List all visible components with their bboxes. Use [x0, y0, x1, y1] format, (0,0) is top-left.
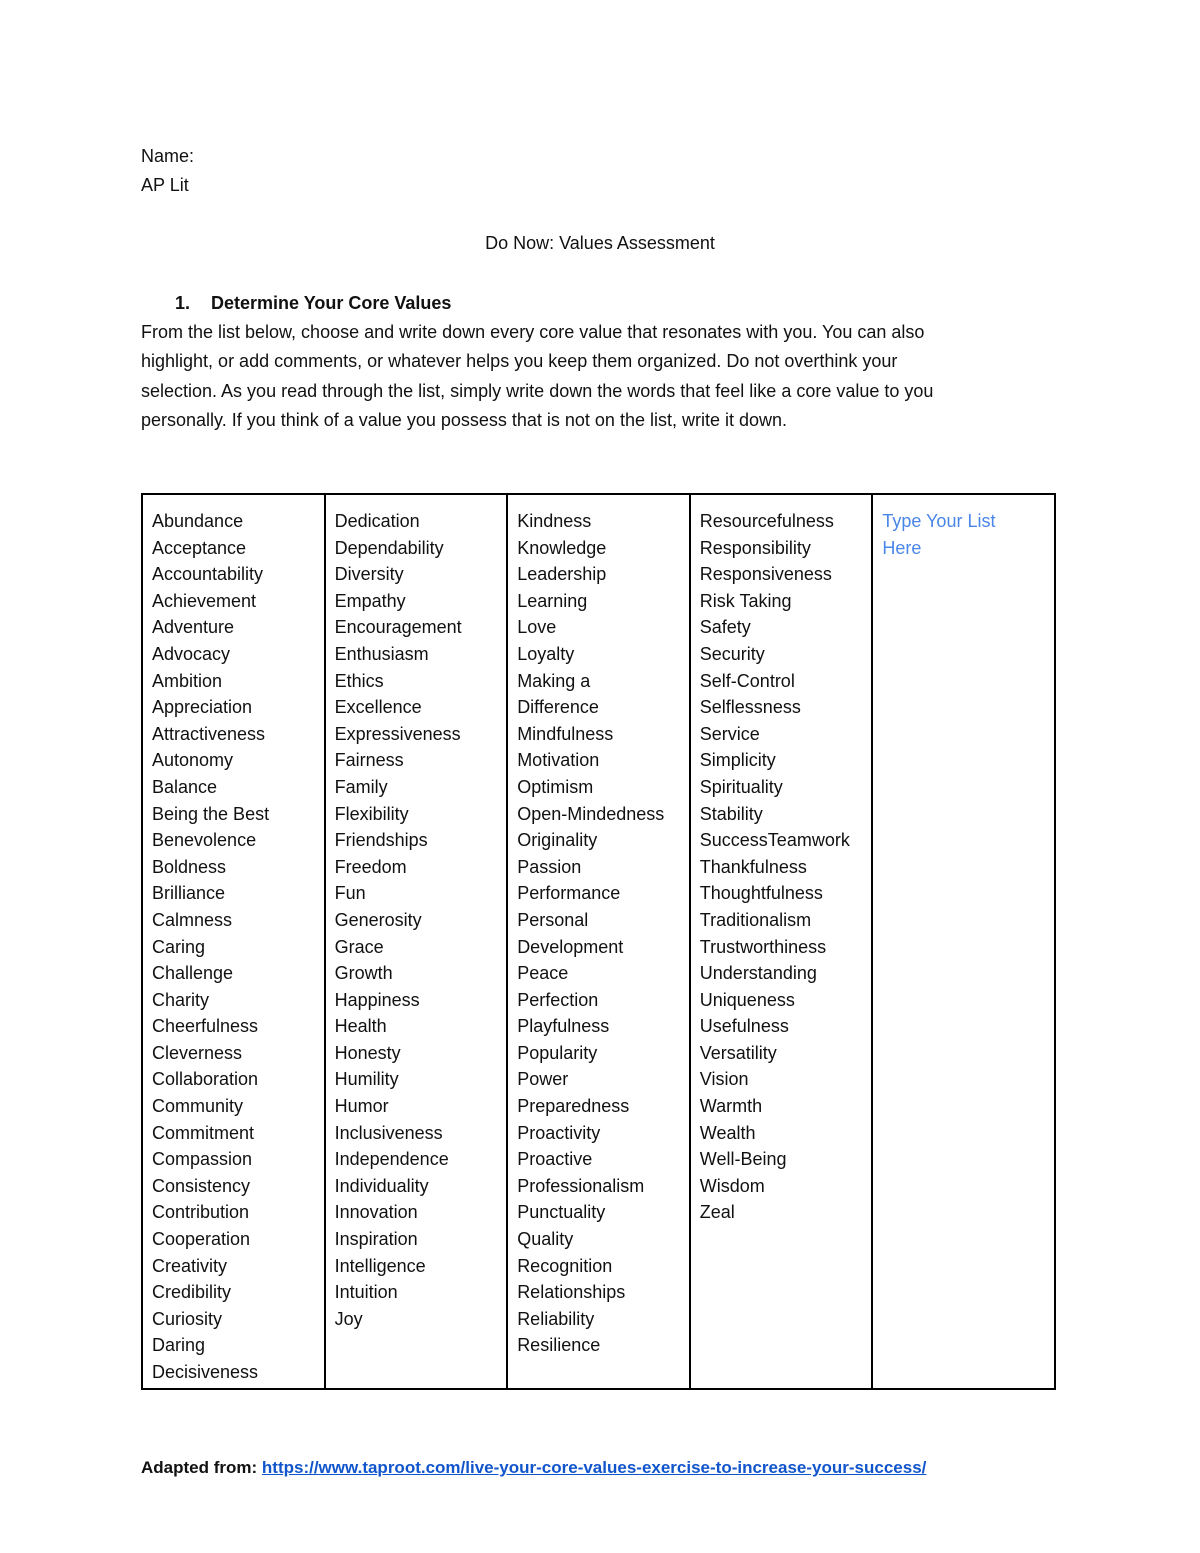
document-title: Do Now: Values Assessment — [485, 233, 715, 253]
value-item: Responsiveness — [699, 564, 832, 585]
value-item: Dependability — [334, 537, 444, 558]
value-item: Reliability — [517, 1308, 595, 1329]
value-item: Humor — [334, 1096, 389, 1117]
value-item: Happiness — [334, 989, 420, 1010]
value-item: Caring — [152, 936, 206, 957]
instruction-line: highlight, or add comments, or whatever helps you keep them organized. Do not overthink your — [141, 351, 898, 372]
value-item: Service — [699, 723, 760, 744]
value-item: Autonomy — [152, 750, 234, 771]
value-item: Inspiration — [334, 1229, 418, 1250]
values-column-1 — [142, 494, 325, 1389]
value-item: Punctuality — [517, 1202, 606, 1223]
values-column-2 — [325, 494, 508, 1389]
value-item: Warmth — [699, 1096, 763, 1117]
value-item: Decisiveness — [152, 1362, 259, 1382]
section-heading: Determine Your Core Values — [211, 293, 452, 313]
value-item: Dedication — [334, 511, 420, 531]
value-item: Intuition — [334, 1282, 398, 1303]
value-item: Safety — [699, 617, 751, 638]
value-item: Simplicity — [699, 750, 776, 771]
value-item: Loyalty — [517, 643, 575, 664]
value-item: Curiosity — [152, 1308, 223, 1329]
value-item: Spirituality — [699, 776, 783, 797]
value-item: Encouragement — [334, 617, 462, 638]
value-item: Popularity — [517, 1042, 598, 1063]
value-item: Ethics — [334, 670, 384, 691]
value-item: Cheerfulness — [152, 1016, 259, 1037]
value-item: Difference — [517, 697, 599, 718]
value-item: Understanding — [699, 963, 817, 984]
values-column-4 — [690, 494, 873, 1389]
value-item: Family — [334, 776, 388, 797]
value-item: Innovation — [334, 1202, 418, 1223]
value-item: Intelligence — [334, 1255, 426, 1276]
value-item: Compassion — [152, 1149, 253, 1170]
value-item: Love — [517, 617, 557, 638]
value-item: Appreciation — [152, 697, 253, 718]
value-item: Professionalism — [517, 1175, 645, 1196]
value-item: Development — [517, 936, 624, 957]
value-item: Motivation — [517, 750, 600, 771]
value-item: Collaboration — [152, 1069, 259, 1090]
value-item: Relationships — [517, 1282, 626, 1303]
value-item: Flexibility — [334, 803, 409, 824]
value-item: Resilience — [517, 1335, 601, 1356]
value-item: Responsibility — [699, 537, 811, 558]
value-item: Knowledge — [517, 537, 607, 558]
source-link[interactable]: https://www.taproot.com/live-your-core-values-exercise-to-increase-your-success/ — [261, 1458, 927, 1477]
value-item: Well-Being — [699, 1149, 787, 1170]
value-item: Accountability — [152, 564, 264, 585]
instruction-line: selection. As you read through the list, simply write down the words that feel like a core value to you — [141, 380, 934, 401]
value-item: Calmness — [152, 909, 233, 930]
value-item: Expressiveness — [334, 723, 461, 744]
value-item: Abundance — [152, 511, 244, 531]
value-item: Learning — [517, 590, 588, 611]
value-item: Daring — [152, 1335, 206, 1356]
value-item: Attractiveness — [152, 723, 266, 744]
name-label: Name: — [141, 146, 195, 166]
value-item: Enthusiasm — [334, 643, 429, 664]
value-item: Credibility — [152, 1282, 232, 1303]
instruction-line: personally. If you think of a value you possess that is not on the list, write it down. — [141, 409, 788, 430]
value-item: Traditionalism — [699, 909, 812, 930]
value-item: Vision — [699, 1069, 749, 1090]
value-item: Personal — [517, 909, 589, 930]
value-item: Wealth — [699, 1122, 756, 1143]
value-item: Playfulness — [517, 1016, 610, 1037]
section-number: 1. — [175, 293, 191, 313]
value-item: Excellence — [334, 697, 422, 718]
value-item: Honesty — [334, 1042, 401, 1063]
value-item: Security — [699, 643, 765, 664]
value-item: Wisdom — [699, 1175, 765, 1196]
value-item: Ambition — [152, 670, 223, 691]
value-item: Thankfulness — [699, 856, 807, 877]
values-table — [141, 493, 1056, 1390]
value-item: Brilliance — [152, 883, 226, 904]
value-item: Self-Control — [699, 670, 795, 691]
value-item: Proactive — [517, 1149, 593, 1170]
value-item: Recognition — [517, 1255, 613, 1276]
value-item: Achievement — [152, 590, 257, 611]
value-item: SuccessTeamwork — [699, 830, 850, 851]
value-item: Community — [152, 1096, 244, 1117]
value-item: Commitment — [152, 1122, 255, 1143]
value-item: Quality — [517, 1229, 574, 1250]
value-item: Resourcefulness — [699, 511, 834, 531]
value-item: Joy — [334, 1308, 363, 1329]
value-item: Friendships — [334, 830, 428, 851]
value-item: Passion — [517, 856, 582, 877]
citation-label: Adapted from: — [141, 1458, 258, 1477]
value-item: Originality — [517, 830, 598, 851]
value-item: Consistency — [152, 1175, 251, 1196]
value-item: Making a — [517, 670, 591, 691]
value-item: Power — [517, 1069, 569, 1090]
value-item: Fairness — [334, 750, 404, 771]
value-item: Grace — [334, 936, 384, 957]
value-item: Individuality — [334, 1175, 429, 1196]
value-item: Versatility — [699, 1042, 777, 1063]
value-item: Freedom — [334, 856, 407, 877]
value-item: Cooperation — [152, 1229, 251, 1250]
value-item: Adventure — [152, 617, 235, 638]
footer-citation — [141, 1455, 926, 1481]
value-item: Empathy — [334, 590, 406, 611]
value-item: Growth — [334, 963, 393, 984]
value-item: Generosity — [334, 909, 422, 930]
value-item: Usefulness — [699, 1016, 789, 1037]
value-item: Optimism — [517, 776, 594, 797]
value-item: Leadership — [517, 564, 607, 585]
instruction-line: From the list below, choose and write down every core value that resonates with you. You can also — [141, 322, 925, 342]
value-item: Benevolence — [152, 830, 257, 851]
value-item: Humility — [334, 1069, 399, 1090]
value-item: Inclusiveness — [334, 1122, 443, 1143]
value-item: Cleverness — [152, 1042, 243, 1063]
value-item: Challenge — [152, 963, 234, 984]
value-item: Stability — [699, 803, 763, 824]
course-label: AP Lit — [141, 175, 189, 195]
value-item: Acceptance — [152, 537, 247, 558]
value-item: Balance — [152, 776, 218, 797]
user-list-cell[interactable] — [872, 494, 1055, 1389]
user-list-placeholder-line: Here — [882, 537, 922, 558]
value-item: Zeal — [699, 1202, 735, 1223]
user-list-placeholder-line: Type Your List — [882, 511, 996, 531]
value-item: Creativity — [152, 1255, 228, 1276]
value-item: Uniqueness — [699, 989, 795, 1010]
value-item: Peace — [517, 963, 569, 984]
value-item: Boldness — [152, 856, 227, 877]
value-item: Preparedness — [517, 1096, 630, 1117]
value-item: Open-Mindedness — [517, 803, 665, 824]
value-item: Risk Taking — [699, 590, 792, 611]
value-item: Charity — [152, 989, 210, 1010]
value-item: Thoughtfulness — [699, 883, 823, 904]
value-item: Independence — [334, 1149, 449, 1170]
value-item: Being the Best — [152, 803, 270, 824]
value-item: Kindness — [517, 511, 592, 531]
value-item: Contribution — [152, 1202, 250, 1223]
value-item: Mindfulness — [517, 723, 614, 744]
instructions-paragraph — [141, 318, 1041, 435]
value-item: Performance — [517, 883, 621, 904]
values-column-3 — [507, 494, 690, 1389]
value-item: Health — [334, 1016, 387, 1037]
value-item: Fun — [334, 883, 366, 904]
values-table-row — [142, 494, 1055, 1389]
value-item: Perfection — [517, 989, 599, 1010]
value-item: Diversity — [334, 564, 404, 585]
value-item: Proactivity — [517, 1122, 601, 1143]
value-item: Trustworthiness — [699, 936, 827, 957]
value-item: Selflessness — [699, 697, 801, 718]
value-item: Advocacy — [152, 643, 231, 664]
